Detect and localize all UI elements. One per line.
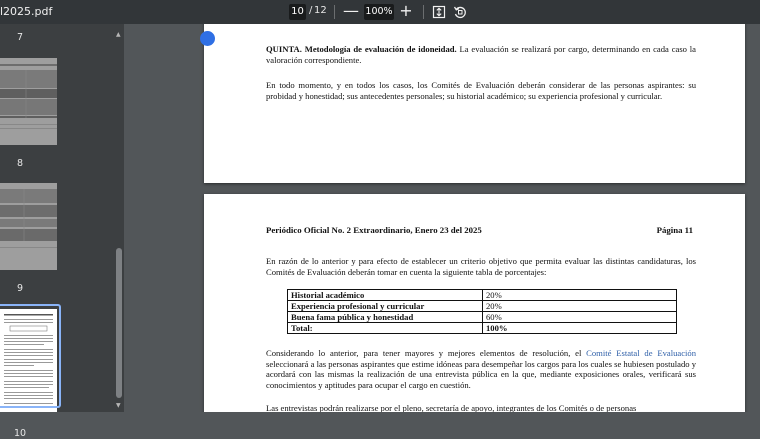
rotate-button[interactable] [453, 4, 467, 18]
total-pages: 12 [314, 5, 327, 16]
thumbnail-label: 7 [16, 32, 24, 43]
interviews-paragraph: Las entrevistas podrán realizarse por el pleno, secretaría de apoyo, integrantes de los Comités o de personas [266, 403, 637, 412]
criteria-paragraph: En razón de lo anterior y para efecto de establecer un criterio objetivo que permita evaluar las distintas candidaturas, los Comités de Evaluación deberán tomar en cuenta la siguiente tabla de porcentajes: [266, 256, 696, 277]
fit-to-page-button[interactable] [432, 4, 446, 18]
table-row [288, 312, 677, 323]
page-thumbnail[interactable] [0, 58, 57, 145]
zoom-level-input[interactable]: 100% [364, 4, 394, 20]
page-thumbnail[interactable] [0, 183, 57, 270]
interview-text-end: seleccionará a las personas aspirantes que estime idóneas para desempeñar los cargos para los cuales se hubiesen postulado y acordará con las mismas la realización de una entrevista pública en la que, mediante exposiciones orales, verificará sus conocimientos y aptitudes para ocupar el cargo en cuestión. [266, 358, 696, 390]
integrity-paragraph: En todo momento, y en todos los casos, los Comités de Evaluación deberán considerar de las personas aspirantes: su probidad y honestidad; sus antecedentes personales; su historial académico; su experiencia profesional y curricular. [266, 80, 696, 101]
quinta-text: La evaluación se realizará por cargo, determinando en cada caso la valoración correspondiente. [266, 44, 696, 65]
table-row [288, 323, 677, 334]
annotation-marker-icon[interactable] [200, 31, 215, 46]
interview-text-start: Considerando lo anterior, para tener mayores y mejores elementos de resolución, el [266, 348, 587, 358]
toolbar-divider [334, 5, 335, 19]
sidebar-scroll-thumb[interactable] [116, 248, 122, 398]
page-separator: / [309, 5, 313, 16]
current-thumbnail-highlight [0, 304, 61, 408]
document-filename: l2025.pdf [0, 5, 53, 18]
zoom-out-button[interactable]: — [343, 1, 359, 20]
page-number-label: Página 11 [656, 225, 693, 235]
table-row [288, 301, 677, 312]
committee-link[interactable]: Comité Estatal de Evaluación [586, 348, 696, 358]
thumbnail-preview [0, 58, 57, 145]
current-page-input[interactable]: 10 [289, 4, 306, 20]
toolbar-divider [423, 5, 424, 19]
percent-cell: 20% [483, 290, 677, 301]
thumbnail-label: 9 [16, 283, 24, 294]
interview-paragraph [266, 348, 696, 390]
pdf-viewer[interactable] [124, 24, 760, 412]
pdf-page [204, 24, 745, 183]
thumbnail-label: 8 [16, 158, 24, 169]
criterion-cell: Experiencia profesional y curricular [288, 301, 483, 312]
table-row [288, 290, 677, 301]
thumbnail-label: 10 [13, 428, 27, 439]
scroll-down-arrow-icon[interactable]: ▼ [116, 402, 121, 409]
percent-cell: 60% [483, 312, 677, 323]
fit-page-icon [432, 5, 446, 19]
scroll-up-arrow-icon[interactable]: ▲ [116, 31, 121, 38]
percent-cell: 100% [483, 323, 677, 334]
criterion-cell: Historial académico [288, 290, 483, 301]
percent-cell: 20% [483, 301, 677, 312]
quinta-heading: QUINTA. Metodología de evaluación de idoneidad. [266, 44, 457, 54]
zoom-in-button[interactable]: + [399, 1, 413, 20]
pdf-toolbar [0, 0, 760, 24]
page-header: Periódico Oficial No. 2 Extraordinario, Enero 23 del 2025 [266, 225, 482, 235]
rotate-icon [453, 5, 467, 19]
criterion-cell: Total: [288, 323, 483, 334]
quinta-paragraph [266, 44, 696, 65]
criterion-cell: Buena fama pública y honestidad [288, 312, 483, 323]
thumbnail-preview [0, 183, 57, 270]
pdf-page [204, 194, 745, 412]
percentage-table [287, 289, 677, 334]
